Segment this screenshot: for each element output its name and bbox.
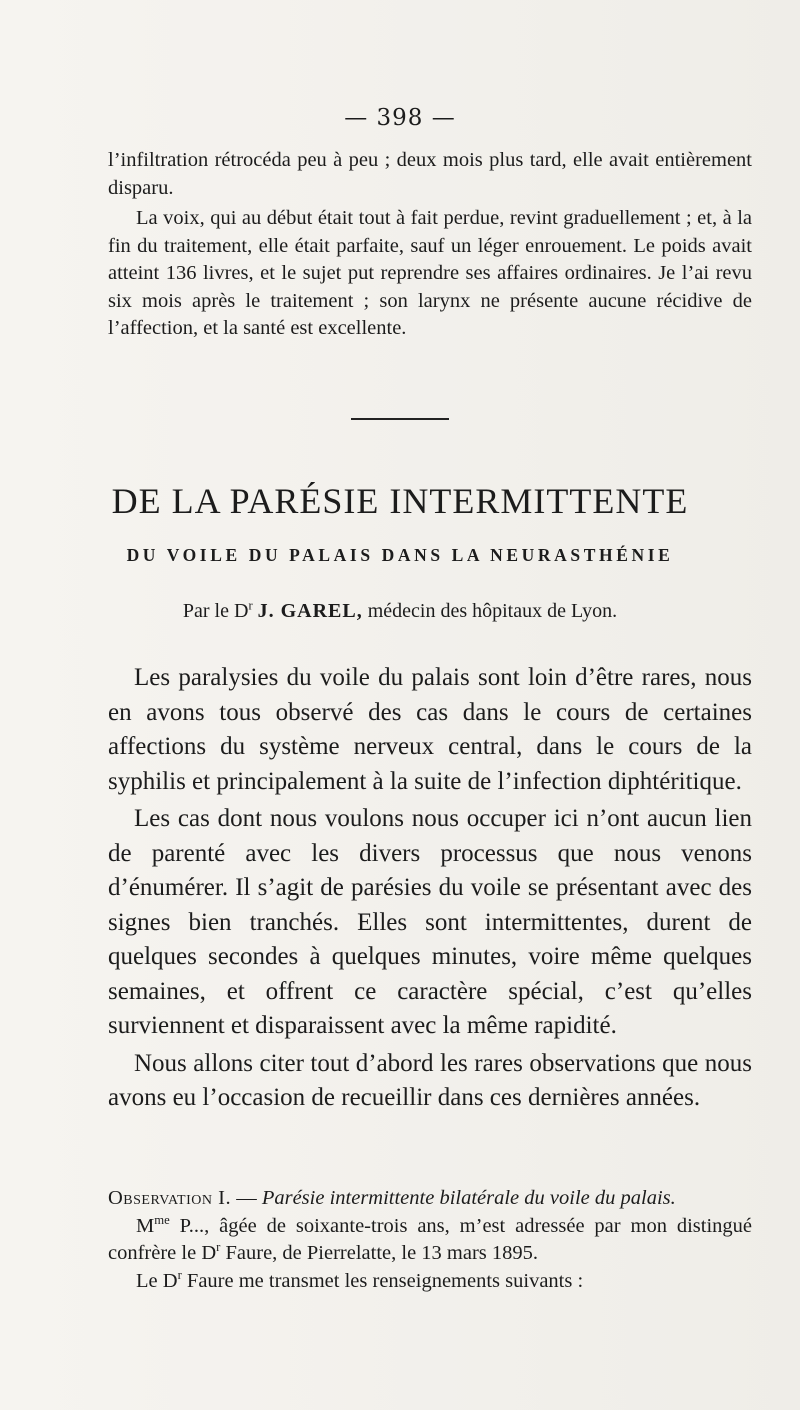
body-paragraph-2: Les cas dont nous voulons nous occuper ici n’ont aucun lien de parenté avec les divers processus que nous venons d’énumérer. Il s’agit de parésies du voile se présentant avec des signes bien tranchés. Elles sont intermittentes, durent de quelques secondes à quelques minutes, voire même quelques semaines, et offrent ce caractère spécial, c’est qu’elles surviennent et disparaissent avec la même rapidité. <box>108 805 752 1039</box>
previous-paragraph-2: La voix, qui au début était tout à fait perdue, revint graduellement ; et, à la fin du traitement, elle était parfaite, sauf un léger enrouement. Le poids avait atteint 136 livres, et le sujet put reprendre ses affaires ordinaires. Je l’ai revu six mois après le traitement ; son larynx ne présente aucune récidive de l’affection, et la santé est excellente. <box>108 207 752 339</box>
body-paragraph-1: Les paralysies du voile du palais sont loin d’être rares, nous en avons tous observé des cas dans le cours de certaines affections du système nerveux central, dans le cours de la syphilis et principalement à la suite de l’infection diphtéritique. <box>108 664 752 795</box>
patient-prefix: M <box>136 1214 155 1237</box>
patient-paragraph <box>108 1213 752 1268</box>
patient-text: P..., âgée de soixante-trois ans, m’est adressée par mon distingué confrère le D <box>108 1214 752 1264</box>
patient-sup: me <box>154 1212 170 1227</box>
previous-article-ending <box>108 147 752 343</box>
patient-text-2: Faure, de Pierrelatte, le 13 mars 1895. <box>220 1242 539 1264</box>
page-number: — 398 — <box>344 105 456 131</box>
article-title: DE LA PARÉSIE INTERMITTENTE <box>111 481 689 521</box>
body-paragraph-3: Nous allons citer tout d’abord les rares observations que nous avons eu l’occasion de recueillir dans ces dernières années. <box>108 1049 752 1111</box>
transmit-sup: r <box>177 1267 182 1282</box>
observation-section <box>108 1185 752 1295</box>
transmit-prefix: Le D <box>136 1269 178 1292</box>
observation-dash: — <box>231 1187 262 1209</box>
byline <box>0 600 800 623</box>
article-subtitle: DU VOILE DU PALAIS DANS LA NEURASTHÉNIE <box>126 545 674 565</box>
previous-paragraph-1: l’infiltration rétrocéda peu à peu ; deux mois plus tard, elle avait entièrement disparu. <box>108 149 752 199</box>
doctor-sup: r <box>216 1240 221 1255</box>
transmit-paragraph <box>108 1268 752 1296</box>
author-name: J. GAREL, <box>257 600 363 622</box>
observation-heading <box>108 1185 752 1213</box>
article-body <box>108 661 752 1116</box>
observation-label: Observation I. <box>108 1187 232 1209</box>
section-divider <box>351 418 449 420</box>
transmit-text: Faure me transmet les renseignements suivants : <box>181 1269 584 1292</box>
byline-suffix: médecin des hôpitaux de Lyon. <box>367 600 618 622</box>
byline-prefix: Par le D <box>182 600 249 622</box>
observation-title: Parésie intermittente bilatérale du voile du palais. <box>261 1187 676 1209</box>
byline-sup: r <box>248 598 253 613</box>
